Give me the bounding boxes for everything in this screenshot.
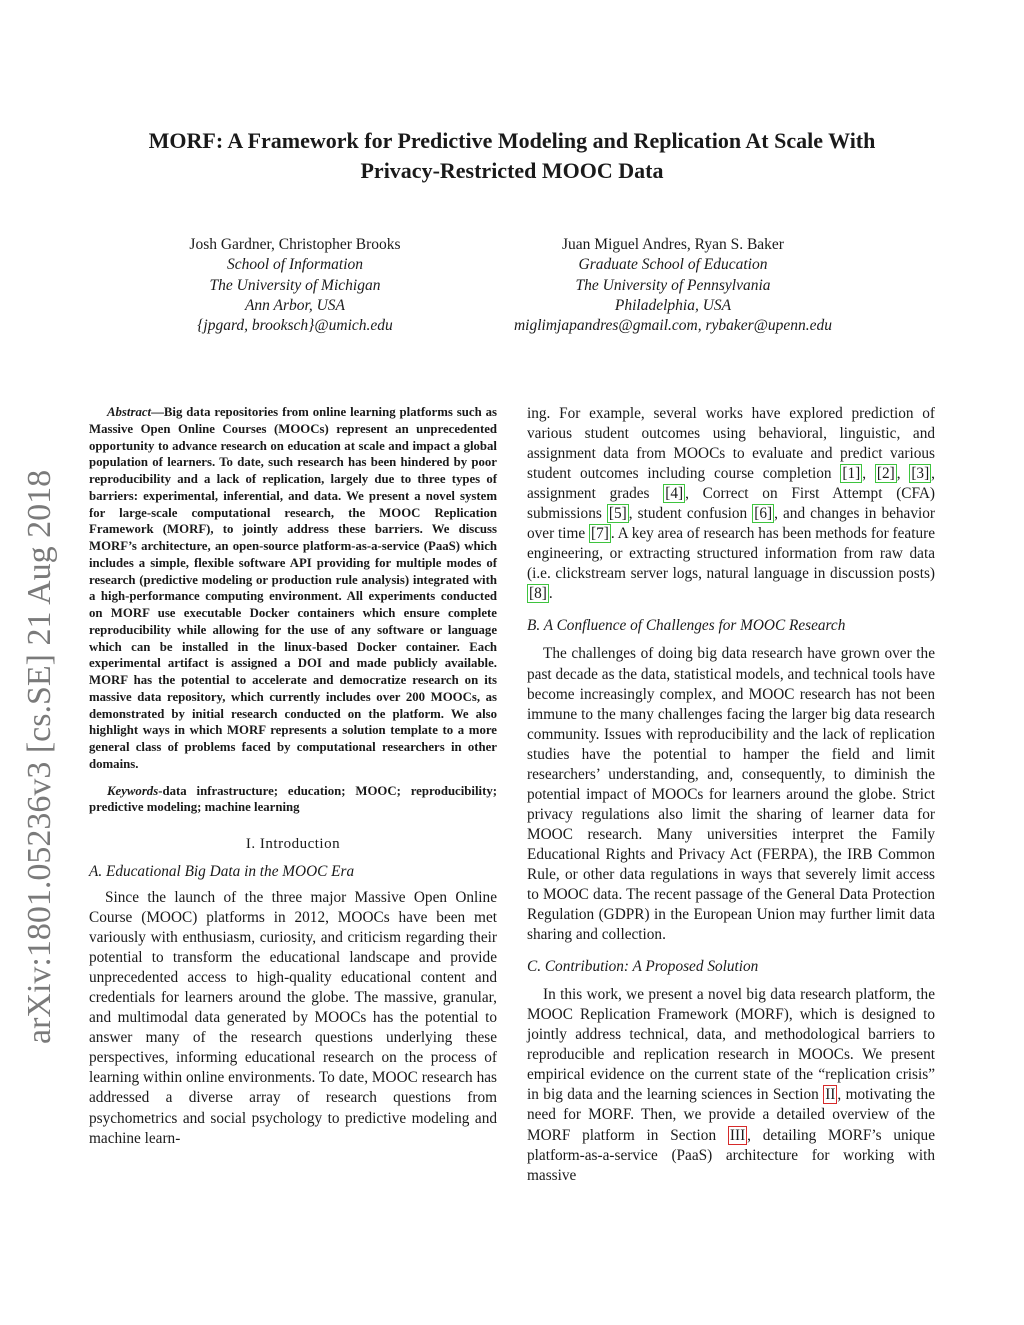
text-run: In this work, we present a novel big data research platform, the MOOC Replication Framework (MORF), which is designed to jointly address technical, data, and methodological barriers to reproducible and replication research in MOOCs. We present empirical evidence on the current state of the “replication crisis” in big data and the learning sciences in Section: [527, 986, 935, 1104]
keywords: [89, 783, 497, 817]
author-university: The University of Pennsylvania: [575, 276, 771, 294]
text-run: ing. For example, several works have explored prediction of various student outcomes using behavioral, linguistic, and assignment data from MOOCs to evaluate and predict various student outcomes including course completion: [527, 405, 935, 483]
author-location: Ann Arbor, USA: [244, 296, 346, 314]
author-block-2: [478, 235, 868, 336]
paragraph: The challenges of doing big data research have grown over the past decade as the data, statistical models, and technical tools have become increasingly complex, and MOOC research has not been immune to the many challenges facing the larger big data research community. Issues with reproducibility and the lack of replication studies have the potential to hamper the field and limit researchers’ understanding, and, consequently, to diminish the potential impact of MOOCs for learners around the globe. Strict privacy regulations also limit the sharing of learner data for MOOC research. Many universities interpret the Family Educational Rights and Privacy Act (FERPA), the IRB Common Rule, or other data regulations in ways that severely limit access to MOOC data. The recent passage of the General Data Protection Regulation (GDPR) in the European Union may further limit data sharing and collection.: [527, 645, 935, 944]
citation-link[interactable]: [3]: [911, 465, 930, 483]
left-column: [89, 404, 497, 1149]
title-line-2: Privacy-Restricted MOOC Data: [360, 158, 664, 183]
author-names: Juan Miguel Andres, Ryan S. Baker: [562, 236, 784, 253]
text-run: , Correct on First Attempt (CFA) submissions: [527, 485, 936, 523]
text-run: ,: [896, 465, 910, 483]
citation-link[interactable]: [2]: [876, 465, 895, 483]
author-block-1: [150, 235, 440, 336]
text-run: . A key area of research has been methods for feature engineering, or extracting structured information from raw data (i.e. clickstream server logs, natural language in discussion posts): [527, 525, 935, 583]
author-email: miglimjapandres@gmail.com, rybaker@upenn.edu: [513, 317, 833, 335]
author-department: School of Information: [226, 256, 364, 274]
subsection-heading: B. A Confluence of Challenges for MOOC Research: [527, 617, 846, 635]
citation-link[interactable]: [4]: [665, 485, 684, 503]
text-run: .: [548, 585, 553, 603]
author-location: Philadelphia, USA: [614, 296, 732, 314]
section-link[interactable]: II: [825, 1086, 836, 1104]
text-run: , detailing MORF’s unique platform-as-a-service (PaaS) architecture for working with massive: [527, 1126, 935, 1184]
citation-link[interactable]: [5]: [608, 505, 627, 523]
text-run: , and changes in behavior over time: [527, 505, 935, 543]
paragraph: [527, 404, 935, 604]
author-department: Graduate School of Education: [578, 256, 768, 274]
keywords-lead: Keywords: [107, 783, 159, 798]
paper-title: [80, 126, 944, 186]
section-link[interactable]: III: [729, 1126, 746, 1144]
abstract: [89, 404, 497, 773]
citation-link[interactable]: [8]: [529, 585, 547, 603]
text-run: , motivating the need for MORF. Then, we provide a detailed overview of the MORF platform in Section: [527, 1086, 935, 1144]
abstract-text: —Big data repositories from online learning platforms such as Massive Open Online Courses (MOOCs) represent an unprecedented opportunity to advance research on education at scale and impact a global population of learners. To date, such research has been hindered by poor reproducibility and a lack of replication, largely due to three types of barriers: experimental, inferential, and data. We present a novel system for large-scale computational research, the MOOC Replication Framework (MORF), to jointly address these barriers. We discuss MORF’s architecture, an open-source platform-as-a-service (PaaS) which includes a simple, flexible software API providing for multiple modes of research (predictive modeling or production rule analysis) integrated with a high-performance computing environment. All experiments conducted on MORF use executable Docker containers which ensure complete reproducibility while allowing for the use of any software or language which can be installed in the linux-based Docker container. Each experimental artifact is assigned a DOI and made publicly available. MORF has the potential to accelerate and democratize research on its massive data repository, which currently includes over 200 MOOCs, as demonstrated by initial research conducted on the platform. We also highlight ways in which MORF represents a solution template to a more general class of problems faced by computational researchers in other domains.: [89, 405, 497, 771]
citation-link[interactable]: [1]: [842, 465, 861, 483]
keywords-text: -data infrastructure; education; MOOC; reproducibility; predictive modeling; machine learning: [89, 783, 497, 815]
author-email: {jpgard, brooksch}@umich.edu: [197, 317, 393, 335]
paragraph: [527, 985, 935, 1185]
citation-link[interactable]: [7]: [591, 525, 609, 543]
author-names: Josh Gardner, Christopher Brooks: [189, 236, 401, 253]
subsection-heading: C. Contribution: A Proposed Solution: [527, 958, 759, 976]
citation-link[interactable]: [6]: [754, 505, 773, 523]
right-column: [527, 404, 935, 1186]
text-run: , student confusion: [628, 505, 753, 523]
section-heading: I. Introduction: [245, 836, 341, 852]
author-university: The University of Michigan: [209, 276, 381, 294]
text-run: ,: [862, 465, 875, 483]
arxiv-stamp: arXiv:1801.05236v3 [cs.SE] 21 Aug 2018: [21, 469, 58, 1044]
paragraph: Since the launch of the three major Massive Open Online Course (MOOC) platforms in 2012, MOOCs have been met variously with enthusiasm, curiosity, and criticism regarding their potential to transform the educational landscape and provide unprecedented access to high-quality educational content and credentials for learners around the globe. The massive, granular, and multimodal data generated by MOOCs has the potential to answer many of the research questions underlying these perspectives, informing educational research on the process of learning within online environments. To date, MOOC research has addressed a diverse array of research questions from psychometrics and social psychology to predictive modeling and machine learn-: [89, 889, 497, 1147]
subsection-heading: A. Educational Big Data in the MOOC Era: [89, 863, 355, 880]
text-run: , assignment grades: [527, 465, 935, 503]
title-line-1: MORF: A Framework for Predictive Modeling and Replication At Scale With: [148, 128, 876, 153]
abstract-lead: Abstract: [107, 405, 152, 419]
